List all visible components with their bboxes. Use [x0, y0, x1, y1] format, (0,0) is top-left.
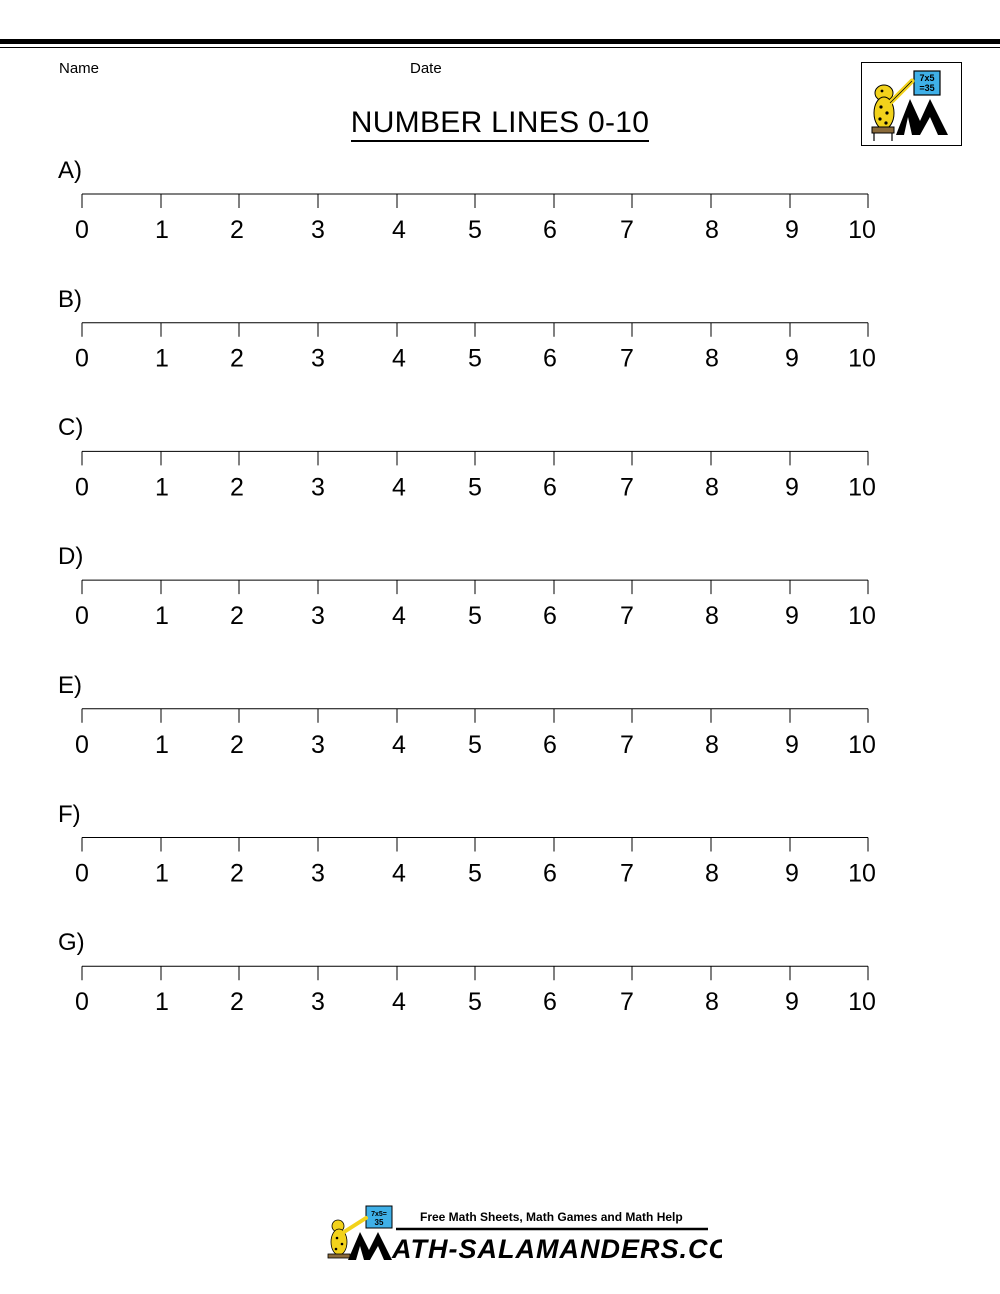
footer-logo — [322, 1196, 722, 1266]
tick-label: 3 — [311, 216, 325, 244]
tick-label: 5 — [468, 988, 482, 1017]
spot — [341, 1243, 344, 1246]
footer-m-letter — [348, 1232, 392, 1260]
tick-label: 3 — [311, 859, 325, 888]
tick-label: 0 — [75, 473, 89, 502]
tick-label: 4 — [392, 859, 406, 888]
tick-label: 8 — [705, 859, 719, 888]
name-label: Name — [59, 60, 100, 77]
page-title: NUMBER LINES 0-10 — [0, 106, 1000, 140]
tick-label: 9 — [785, 216, 799, 244]
tick-label: 10 — [848, 730, 876, 759]
number-line — [75, 194, 876, 244]
footer-sign-text-2: 35 — [374, 1218, 384, 1227]
tick-label: 9 — [785, 473, 799, 502]
tick-label: 3 — [311, 473, 325, 502]
tick-label: 0 — [75, 730, 89, 759]
tick-label: 10 — [848, 859, 876, 888]
tick-label: 8 — [705, 473, 719, 502]
footer-salamander-arm — [344, 1218, 366, 1232]
tick-label: 4 — [392, 344, 406, 373]
sign-text-2: =35 — [919, 83, 935, 93]
number-line-label: A) — [58, 157, 82, 184]
number-line — [75, 709, 876, 759]
footer-site-name: ATH-SALAMANDERS.COM — [392, 1234, 722, 1264]
tick-label: 8 — [705, 602, 719, 631]
tick-label: 4 — [392, 602, 406, 631]
tick-label: 10 — [848, 602, 876, 631]
tick-label: 5 — [468, 344, 482, 373]
tick-label: 3 — [311, 602, 325, 631]
tick-label: 7 — [620, 602, 634, 631]
spot — [335, 1248, 338, 1251]
tick-label: 2 — [230, 216, 244, 244]
tick-label: 2 — [230, 859, 244, 888]
tick-label: 6 — [543, 988, 557, 1017]
tick-label: 8 — [705, 216, 719, 244]
tick-label: 9 — [785, 988, 799, 1017]
tick-label: 0 — [75, 988, 89, 1017]
number-line-label: D) — [58, 543, 84, 571]
tick-label: 9 — [785, 344, 799, 373]
tick-label: 6 — [543, 859, 557, 888]
number-line — [75, 966, 876, 1016]
tick-label: 4 — [392, 730, 406, 759]
number-line-label: B) — [58, 285, 82, 313]
tick-label: 4 — [392, 216, 406, 244]
footer-tagline: Free Math Sheets, Math Games and Math Help — [420, 1210, 683, 1224]
tick-label: 1 — [155, 859, 169, 888]
sign-text-1: 7x5 — [919, 73, 935, 83]
tick-label: 0 — [75, 859, 89, 888]
number-line-label: G) — [58, 929, 85, 957]
tick-label: 9 — [785, 730, 799, 759]
tick-label: 10 — [848, 473, 876, 502]
number-line — [75, 451, 876, 501]
tick-label: 1 — [155, 216, 169, 244]
tick-label: 1 — [155, 473, 169, 502]
tick-label: 7 — [620, 216, 634, 244]
tick-label: 5 — [468, 730, 482, 759]
footer-stool — [328, 1254, 350, 1258]
spot — [336, 1237, 339, 1240]
tick-label: 7 — [620, 730, 634, 759]
tick-label: 7 — [620, 473, 634, 502]
tick-label: 6 — [543, 602, 557, 631]
tick-label: 9 — [785, 602, 799, 631]
tick-label: 5 — [468, 216, 482, 244]
tick-label: 4 — [392, 473, 406, 502]
footer-graphic — [322, 1196, 722, 1266]
number-line — [75, 580, 876, 630]
number-line-label: F) — [58, 800, 81, 828]
tick-label: 1 — [155, 988, 169, 1017]
tick-label: 10 — [848, 216, 876, 244]
tick-label: 6 — [543, 473, 557, 502]
tick-label: 10 — [848, 988, 876, 1017]
tick-label: 8 — [705, 988, 719, 1017]
tick-label: 1 — [155, 344, 169, 373]
tick-label: 5 — [468, 473, 482, 502]
footer-sign-text-1: 7x5= — [371, 1211, 387, 1218]
tick-label: 4 — [392, 988, 406, 1017]
tick-label: 8 — [705, 730, 719, 759]
tick-label: 7 — [620, 988, 634, 1017]
tick-label: 8 — [705, 344, 719, 373]
number-line-label: E) — [58, 671, 82, 699]
tick-label: 6 — [543, 216, 557, 244]
tick-label: 3 — [311, 344, 325, 373]
number-line-label: C) — [58, 414, 84, 442]
tick-label: 5 — [468, 859, 482, 888]
tick-label: 7 — [620, 344, 634, 373]
tick-label: 0 — [75, 216, 89, 244]
date-label: Date — [410, 60, 442, 77]
tick-label: 2 — [230, 730, 244, 759]
tick-label: 6 — [543, 344, 557, 373]
tick-label: 0 — [75, 602, 89, 631]
tick-label: 2 — [230, 473, 244, 502]
tick-label: 6 — [543, 730, 557, 759]
number-line — [75, 323, 876, 373]
tick-label: 0 — [75, 344, 89, 373]
tick-label: 7 — [620, 859, 634, 888]
tick-label: 2 — [230, 344, 244, 373]
number-line — [75, 838, 876, 888]
tick-label: 9 — [785, 859, 799, 888]
tick-label: 3 — [311, 730, 325, 759]
tick-label: 10 — [848, 344, 876, 373]
tick-label: 1 — [155, 602, 169, 631]
tick-label: 3 — [311, 988, 325, 1017]
tick-label: 2 — [230, 988, 244, 1017]
tick-label: 2 — [230, 602, 244, 631]
tick-label: 5 — [468, 602, 482, 631]
tick-label: 1 — [155, 730, 169, 759]
